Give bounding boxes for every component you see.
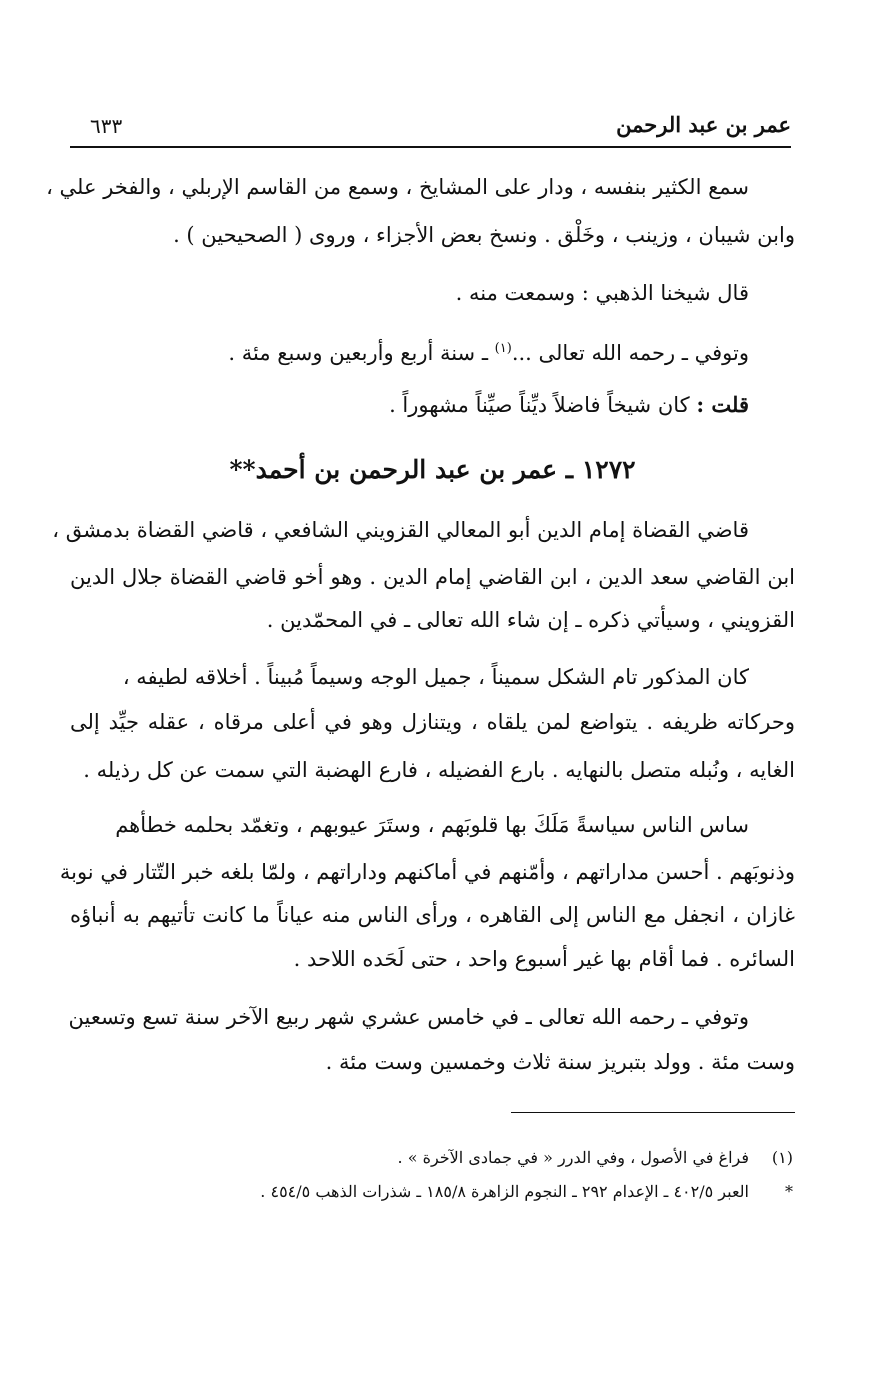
footnote-ref: (١)	[494, 341, 512, 356]
footnote	[260, 1180, 793, 1204]
comment-label: قلت :	[696, 392, 749, 417]
text-line: القزويني ، وسيأتي ذكره ـ إن شاء الله تعالى ـ في المحمّدين .	[266, 608, 795, 632]
text-line: وتوفي ـ رحمه الله تعالى ـ في خامس عشري شهر ربيع الآخر سنة تسع وتسعين	[68, 1005, 749, 1029]
text-line: غازان ، انجفل مع الناس إلى القاهره ، ورأى الناس منه عياناً ما كانت تأتيهم به أنباؤه	[70, 903, 795, 927]
footnote-text: فراغ في الأصول ، وفي الدرر « في جمادى الآخرة » .	[397, 1148, 749, 1167]
text-line: وست مئة . وولد بتبريز سنة ثلاث وخمسين وست مئة .	[325, 1050, 795, 1074]
death-line	[228, 334, 749, 368]
running-title: عمر بن عبد الرحمن	[616, 112, 791, 137]
death-text-a: وتوفي ـ رحمه الله تعالى ...	[511, 341, 749, 365]
footnote-text: العبر ٤٠٢/٥ ـ الإعدام ٢٩٢ ـ النجوم الزاهرة ١٨٥/٨ ـ شذرات الذهب ٤٥٤/٥ .	[260, 1182, 749, 1201]
footnote	[398, 1146, 793, 1170]
text-line: وذنوبَهم . أحسن مداراتهم ، وأمّنهم في أماكنهم وداراتهم ، ولمّا بلغه خبر التّتار في نوبة	[59, 860, 795, 884]
running-header	[70, 112, 791, 148]
text-line: السائره . فما أقام بها غير أسبوع واحد ، حتى لَحَده اللاحد .	[293, 947, 795, 971]
comment-text: كان شيخاً فاضلاً ديِّناً صيِّناً مشهوراً .	[389, 393, 697, 417]
footnote-separator	[511, 1112, 795, 1113]
text-line: ساس الناس سياسةً مَلَكَ بها قلوبَهم ، وستَرَ عيوبهم ، وتغمّد بحلمه خطأهم	[115, 813, 749, 837]
text-line: قاضي القضاة إمام الدين أبو المعالي القزويني الشافعي ، قاضي القضاة بدمشق ،	[52, 518, 749, 542]
text-line: كان المذكور تام الشكل سميناً ، جميل الوجه وسيماً مُبيناً . أخلاقه لطيفه ،	[122, 665, 749, 689]
page-number: ٦٣٣	[90, 114, 123, 138]
text-line: ابن القاضي سعد الدين ، ابن القاضي إمام الدين . وهو أخو قاضي القضاة جلال الدين	[70, 565, 795, 589]
comment-line	[389, 390, 749, 420]
death-text-b: ـ سنة أربع وأربعين وسبع مئة .	[228, 341, 495, 365]
text-line: الغايه ، ونُبله متصل بالنهايه . بارع الفضيله ، فارع الهضبة التي سمت عن كل رذيله .	[83, 758, 795, 782]
text-line: قال شيخنا الذهبي : وسمعت منه .	[455, 281, 749, 305]
text-line: سمع الكثير بنفسه ، ودار على المشايخ ، وسمع من القاسم الإربلي ، والفخر علي ،	[46, 175, 749, 199]
footnote-mark: *	[785, 1182, 793, 1201]
text-line: وابن شيبان ، وزينب ، وخَلْق . ونسخ بعض الأجزاء ، وروى ( الصحيحين ) .	[173, 223, 795, 247]
text-line: وحركاته ظريفه . يتواضع لمن يلقاه ، ويتنازل وهو في أعلى مرقاه ، عقله جيِّد إلى	[70, 710, 795, 734]
entry-heading: ١٢٧٢ ـ عمر بن عبد الرحمن بن أحمد**	[229, 455, 636, 484]
footnote-mark: (١)	[771, 1148, 793, 1167]
